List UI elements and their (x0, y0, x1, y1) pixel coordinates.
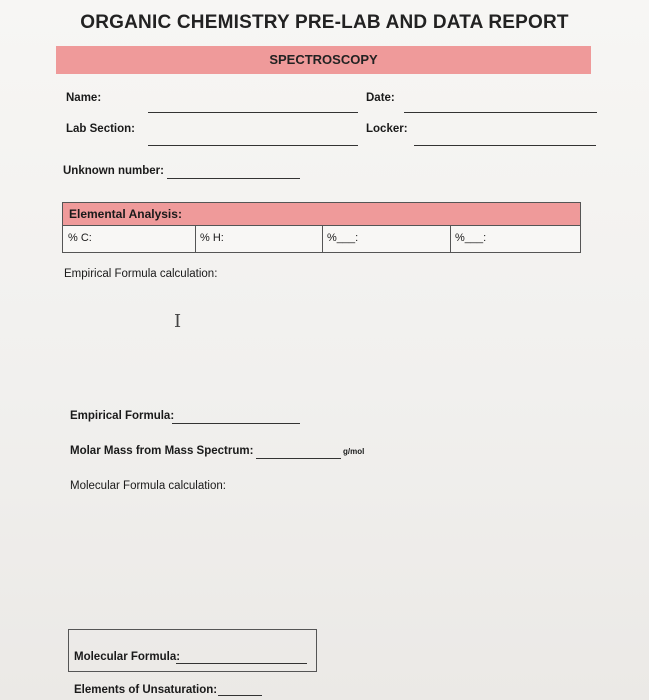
elemental-analysis-title: Elemental Analysis: (69, 207, 182, 221)
name-label: Name: (66, 92, 102, 104)
empirical-formula-line[interactable] (172, 423, 300, 424)
empirical-formula-label: Empirical Formula: (70, 410, 175, 422)
section-banner (56, 46, 591, 74)
unsaturation-line[interactable] (218, 695, 262, 696)
unknown-number-line[interactable] (167, 178, 300, 179)
percent-h-cell[interactable]: % H: (200, 232, 224, 244)
molar-mass-label: Molar Mass from Mass Spectrum: (70, 445, 254, 457)
text-cursor-icon: I (174, 311, 182, 332)
locker-line[interactable] (414, 145, 596, 146)
elemental-analysis-header (62, 202, 581, 226)
title-text: ORGANIC CHEMISTRY PRE-LAB AND DATA REPORT (80, 12, 569, 33)
percent-c-cell[interactable]: % C: (68, 232, 92, 244)
unknown-number-label: Unknown number: (63, 165, 164, 177)
locker-label: Locker: (366, 123, 408, 135)
percent-other-cell-1[interactable]: %___: (327, 232, 359, 244)
lab-section-line[interactable] (148, 145, 358, 146)
elemental-analysis-row (62, 226, 581, 253)
section-title: SPECTROSCOPY (269, 52, 378, 67)
molecular-formula-line[interactable] (176, 663, 307, 664)
lab-section-label: Lab Section: (66, 123, 136, 135)
percent-other-cell-2[interactable]: %___: (455, 232, 487, 244)
empirical-calc-label: Empirical Formula calculation: (64, 268, 218, 280)
unsaturation-label: Elements of Unsaturation: (74, 684, 218, 696)
molar-mass-unit: g/mol (343, 447, 365, 456)
molecular-calc-label: Molecular Formula calculation: (70, 480, 226, 492)
name-line[interactable] (148, 112, 358, 113)
molar-mass-line[interactable] (256, 458, 341, 459)
molecular-formula-label: Molecular Formula: (74, 651, 181, 663)
date-label: Date: (366, 92, 395, 104)
page-title (0, 12, 649, 34)
date-line[interactable] (404, 112, 597, 113)
